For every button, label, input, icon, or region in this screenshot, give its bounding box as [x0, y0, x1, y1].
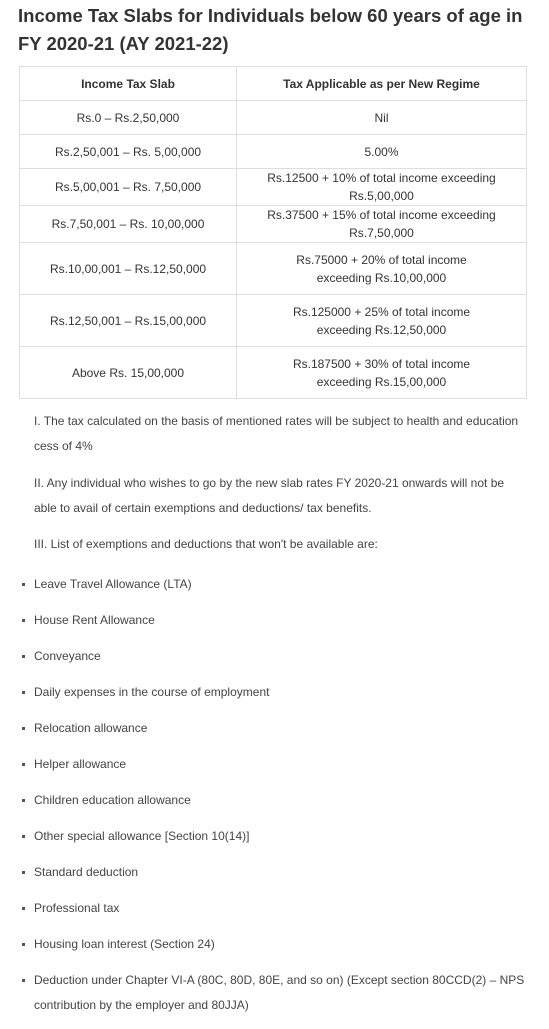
list-item	[0, 932, 540, 957]
bullet-icon	[22, 619, 25, 622]
list-item	[0, 716, 540, 741]
list-item	[0, 788, 540, 813]
list-item	[0, 752, 540, 777]
list-item-text: Daily expenses in the course of employment	[34, 685, 270, 699]
bullet-icon	[22, 835, 25, 838]
list-item-text: House Rent Allowance	[34, 613, 155, 627]
list-item-text: Helper allowance	[34, 757, 127, 771]
list-item-text: Housing loan interest (Section 24)	[34, 937, 215, 951]
list-item	[0, 896, 540, 921]
tax-cell: Rs.75000 + 20% of total income exceeding Rs.10,00,000	[237, 243, 527, 295]
list-item-text: Standard deduction	[34, 865, 139, 879]
bullet-icon	[22, 799, 25, 802]
list-item-text: Deduction under Chapter VI-A (80C, 80D, 80E, and so on) (Except section 80CCD(2) – NPS contribution by the employer and 80JJA)	[34, 973, 525, 1012]
exemption-list	[0, 572, 540, 1029]
note-exemption-list-intro: III. List of exemptions and deductions that won't be available are:	[34, 537, 378, 551]
page-title: Income Tax Slabs for Individuals below 60 years of age in FY 2020-21 (AY 2021-22)	[18, 5, 523, 54]
table-row	[20, 347, 527, 399]
list-item	[0, 572, 540, 597]
bullet-icon	[22, 727, 25, 730]
tax-cell: Rs.12500 + 10% of total income exceeding Rs.5,00,000	[237, 169, 527, 206]
bullet-icon	[22, 871, 25, 874]
header-tax-applicable: Tax Applicable as per New Regime	[237, 67, 527, 101]
bullet-icon	[22, 763, 25, 766]
note-cess: I. The tax calculated on the basis of mentioned rates will be subject to health and education cess of 4%	[34, 414, 519, 453]
list-item	[0, 644, 540, 669]
note-new-regime: II. Any individual who wishes to go by the new slab rates FY 2020-21 onwards will not be able to avail of certain exemptions and deductions/ tax benefits.	[34, 476, 505, 515]
table-row	[20, 135, 527, 169]
table-row	[20, 295, 527, 347]
slab-cell: Rs.10,00,001 – Rs.12,50,000	[20, 243, 237, 295]
slab-cell: Rs.0 – Rs.2,50,000	[20, 101, 237, 135]
list-item-text: Relocation allowance	[34, 721, 148, 735]
list-item-text: Children education allowance	[34, 793, 191, 807]
list-item	[0, 608, 540, 633]
tax-cell: 5.00%	[237, 135, 527, 169]
table-row	[20, 243, 527, 295]
slab-cell: Above Rs. 15,00,000	[20, 347, 237, 399]
list-item-text: Leave Travel Allowance (LTA)	[34, 577, 192, 591]
list-item	[0, 680, 540, 705]
list-item-text: Other special allowance [Section 10(14)]	[34, 829, 250, 843]
tax-cell: Nil	[237, 101, 527, 135]
bullet-icon	[22, 655, 25, 658]
bullet-icon	[22, 583, 25, 586]
table-row	[20, 206, 527, 243]
list-item-text: Conveyance	[34, 649, 101, 663]
bullet-icon	[22, 979, 25, 982]
bullet-icon	[22, 943, 25, 946]
list-item	[0, 968, 540, 1018]
list-item-text: Professional tax	[34, 901, 120, 915]
slab-cell: Rs.7,50,001 – Rs. 10,00,000	[20, 206, 237, 243]
tax-cell: Rs.37500 + 15% of total income exceeding Rs.7,50,000	[237, 206, 527, 243]
list-item	[0, 860, 540, 885]
table-row	[20, 169, 527, 206]
tax-cell: Rs.125000 + 25% of total income exceeding Rs.12,50,000	[237, 295, 527, 347]
tax-cell: Rs.187500 + 30% of total income exceeding Rs.15,00,000	[237, 347, 527, 399]
slab-cell: Rs.5,00,001 – Rs. 7,50,000	[20, 169, 237, 206]
bullet-icon	[22, 907, 25, 910]
slab-cell: Rs.12,50,001 – Rs.15,00,000	[20, 295, 237, 347]
table-row	[20, 101, 527, 135]
slab-cell: Rs.2,50,001 – Rs. 5,00,000	[20, 135, 237, 169]
header-income-tax-slab: Income Tax Slab	[20, 67, 237, 101]
list-item	[0, 824, 540, 849]
bullet-icon	[22, 691, 25, 694]
tax-slab-table	[19, 66, 527, 399]
